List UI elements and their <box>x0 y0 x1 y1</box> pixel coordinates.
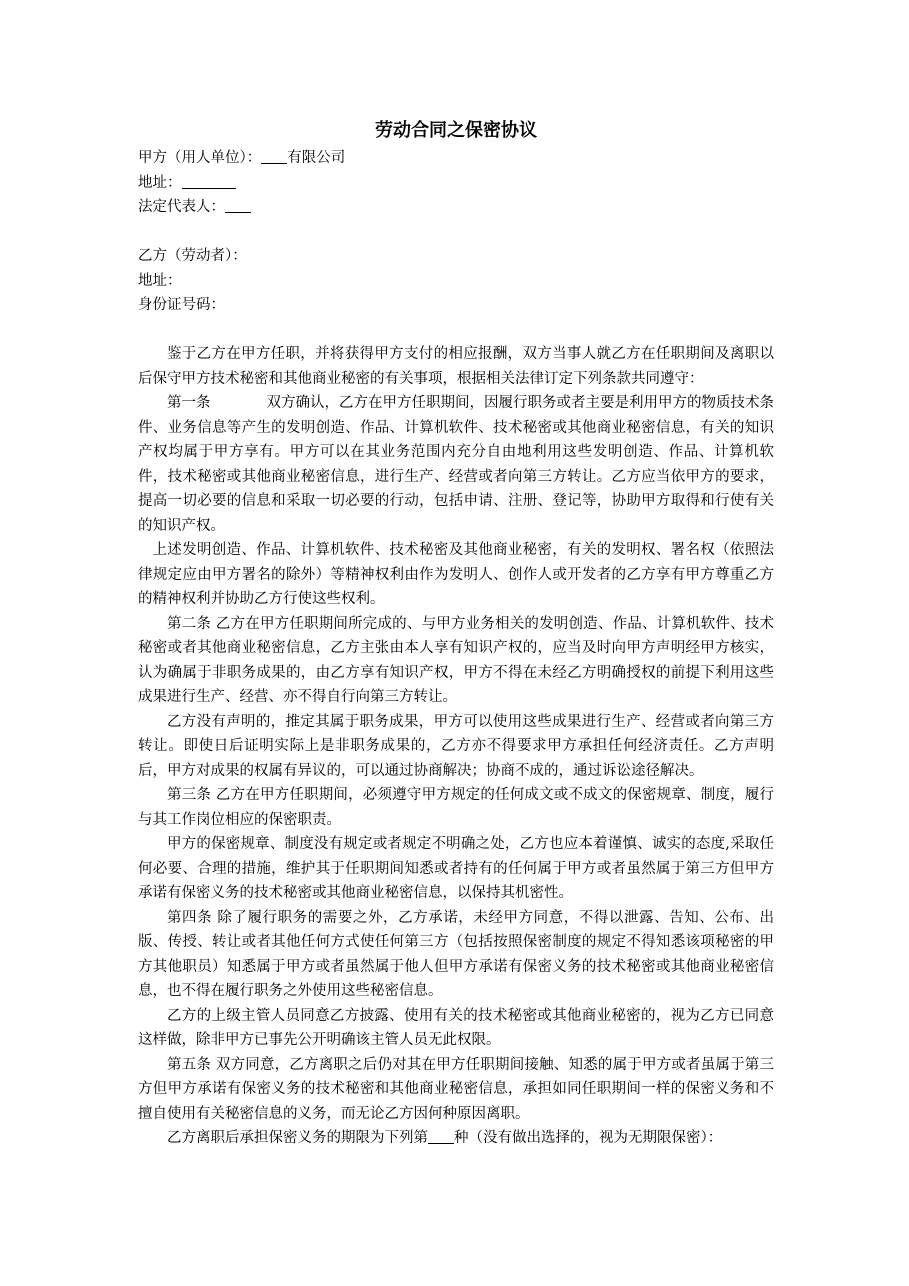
article-2-paragraph-1: 第二条 乙方在甲方任职期间所完成的、与甲方业务相关的发明创造、作品、计算机软件、技术秘密或者其他商业秘密信息，乙方主张由本人享有知识产权的，应当及时向甲方声明经甲方核实，认为确属于非职务成果的，由乙方享有知识产权，甲方不得在未经乙方明确授权的前提下利用这些成果进行生产、经营、亦不得自行向第三方转让。 <box>138 615 774 705</box>
party-b-address-label: 地址： <box>138 272 182 289</box>
company-suffix: 有限公司 <box>287 150 346 166</box>
term-text-before: 乙方离职后承担保密义务的期限为下列第 <box>167 1130 428 1146</box>
article-1-label: 第一条 <box>167 395 211 411</box>
article-1-text: 双方确认，乙方在甲方任职期间，因履行职务或者主要是利用甲方的物质技术条件、业务信息等产生的发明创造、作品、计算机软件、技术秘密或其他商业秘密信息，有关的知识产权均属于甲方享有。甲方可以在其业务范围内充分自由地利用这些发明创造、作品、计算机软件，技术秘密或其他商业秘密信息，进行生产、经营或者向第三方转让。乙方应当依甲方的要求，提高一切必要的信息和采取一切必要的行动，包括申请、注册、登记等，协助甲方取得和行使有关的知识产权。 <box>138 395 774 534</box>
article-5-paragraph-2 <box>138 1126 774 1151</box>
party-a-line <box>138 146 774 171</box>
party-a-address-label: 地址： <box>138 174 182 191</box>
party-a-rep-blank <box>225 197 251 213</box>
document-title: 劳动合同之保密协议 <box>375 120 537 141</box>
article-4-paragraph-1: 第四条 除了履行职务的需要之外，乙方承诺，未经甲方同意，不得以泄露、告知、公布、出版、传授、转让或者其他任何方式使任何第三方（包括按照保密制度的规定不得知悉该项秘密的甲方其他职员）知悉属于甲方或者虽然属于他人但甲方承诺有保密义务的技术秘密或其他商业秘密信息，也不得在履行职务之外使用这些秘密信息。 <box>138 909 774 999</box>
spacer <box>138 318 774 343</box>
article-2-paragraph-2: 乙方没有声明的，推定其属于职务成果，甲方可以使用这些成果进行生产、经营或者向第三方转让。即使日后证明实际上是非职务成果的，乙方亦不得要求甲方承担任何经济责任。乙方声明后，甲方对成果的权属有异议的，可以通过协商解决；协商不成的，通过诉讼途径解决。 <box>138 713 774 779</box>
document-page <box>138 118 774 1151</box>
article-3-paragraph-1: 第三条 乙方在甲方任职期间，必须遵守甲方规定的任何成文或不成文的保密规章、制度，履行与其工作岗位相应的保密职责。 <box>138 787 774 828</box>
article-1-paragraph-2: 上述发明创造、作品、计算机软件、技术秘密及其他商业秘密，有关的发明权、署名权（依照法律规定应由甲方署名的除外）等精神权利由作为发明人、创作人或开发者的乙方享有甲方尊重乙方的精神权利并协助乙方行使这些权利。 <box>138 542 774 607</box>
party-b-label: 乙方（劳动者）： <box>138 248 247 264</box>
article-4-paragraph-2: 乙方的上级主管人员同意乙方披露、使用有关的技术秘密或其他商业秘密的，视为乙方已同意这样做，除非甲方已事先公开明确该主管人员无此权限。 <box>138 1007 774 1048</box>
term-text-after: 种（没有做出选择的，视为无期限保密）： <box>454 1130 723 1146</box>
article-1-paragraph-1 <box>138 391 774 538</box>
party-a-address-blank <box>182 173 236 189</box>
term-choice-blank <box>428 1128 454 1144</box>
company-name-blank <box>261 148 287 164</box>
party-a-rep-label: 法定代表人： <box>138 199 225 215</box>
article-3-paragraph-2: 甲方的保密规章、制度没有规定或者规定不明确之处，乙方也应本着谨慎、诚实的态度,采取任何必要、合理的措施，维护其于任职期间知悉或者持有的任何属于甲方或者虽然属于第三方但甲方承诺有保密义务的技术秘密或其他商业秘密信息，以保持其机密性。 <box>138 836 774 901</box>
party-b-id-label: 身份证号码： <box>138 297 225 313</box>
party-a-address-line <box>138 171 774 196</box>
preamble-paragraph: 鉴于乙方在甲方任职，并将获得甲方支付的相应报酬，双方当事人就乙方在任职期间及离职以后保守甲方技术秘密和其他商业秘密的有关事项，根据相关法律订定下列条款共同遵守： <box>138 346 774 387</box>
article-5-paragraph-1: 第五条 双方同意，乙方离职之后仍对其在甲方任职期间接触、知悉的属于甲方或者虽属于第三方但甲方承诺有保密义务的技术秘密和其他商业秘密信息，承担如同任职期间一样的保密义务和不擅自使用有关秘密信息的义务，而无论乙方因何种原因离职。 <box>138 1056 774 1122</box>
party-a-label: 甲方（用人单位）： <box>138 150 262 166</box>
spacer <box>138 220 774 245</box>
party-a-rep-line <box>138 195 774 220</box>
